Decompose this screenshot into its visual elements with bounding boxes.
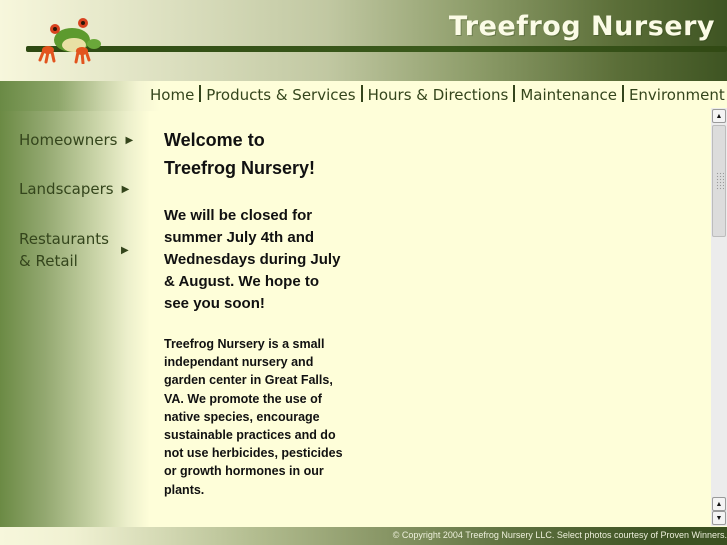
sidebar-item-label-line1: Restaurants [19,230,109,248]
nav-hours-directions[interactable]: Hours & Directions [367,86,509,104]
scroll-thumb[interactable] [712,125,726,237]
sidebar-item-label: Landscapers [19,180,114,198]
play-arrow-icon: ▶ [120,244,129,256]
about-paragraph: Treefrog Nursery is a small independant nursery and garden center in Great Falls, VA. We promote the use of native species, encourage sustainable practices and do not use herbicides, pesticides or growth hormones in our plants. [164,337,343,497]
nav-separator [361,85,363,102]
site-header [0,0,727,81]
vertical-scrollbar[interactable] [711,108,727,526]
site-footer [0,527,727,545]
nav-separator [513,85,515,102]
main-content [164,126,344,499]
welcome-heading [164,126,344,182]
nav-separator [199,85,201,102]
up-arrow-icon: ▲ [715,500,723,508]
grip-icon [716,172,724,190]
up-arrow-icon: ▲ [715,112,723,120]
down-arrow-icon: ▼ [715,514,723,522]
scroll-up-button-bottom[interactable] [712,497,726,511]
site-title: Treefrog Nursery [448,11,715,42]
sidebar-item-label [19,228,109,272]
nav-home[interactable]: Home [150,86,195,104]
branch-divider [26,46,727,52]
nav-products-services[interactable]: Products & Services [206,86,356,104]
welcome-line2: Treefrog Nursery! [164,158,316,178]
sidebar-item-homeowners[interactable] [19,129,133,151]
top-nav [150,85,725,104]
treefrog-logo-icon [36,14,111,64]
copyright-text: © Copyright 2004 Treefrog Nursery LLC. Select photos courtesy of Proven Winners. [392,530,727,540]
sidebar-item-label: Homeowners [19,131,118,149]
sidebar-item-restaurants-retail[interactable] [19,228,129,272]
play-arrow-icon: ▶ [125,134,134,146]
nav-maintenance[interactable]: Maintenance [520,86,617,104]
play-arrow-icon: ▶ [121,183,130,195]
closure-notice: We will be closed for summer July 4th and Wednesdays during July & August. We hope to see you soon! [164,207,341,312]
nav-environment[interactable]: Environment [628,86,725,104]
welcome-line1: Welcome to [164,130,265,150]
scroll-down-button[interactable] [712,511,726,525]
nav-separator [622,85,624,102]
sidebar-item-landscapers[interactable] [19,178,129,200]
sidebar-item-label-line2: & Retail [19,252,78,270]
sidebar [0,111,150,528]
scroll-up-button[interactable] [712,109,726,123]
